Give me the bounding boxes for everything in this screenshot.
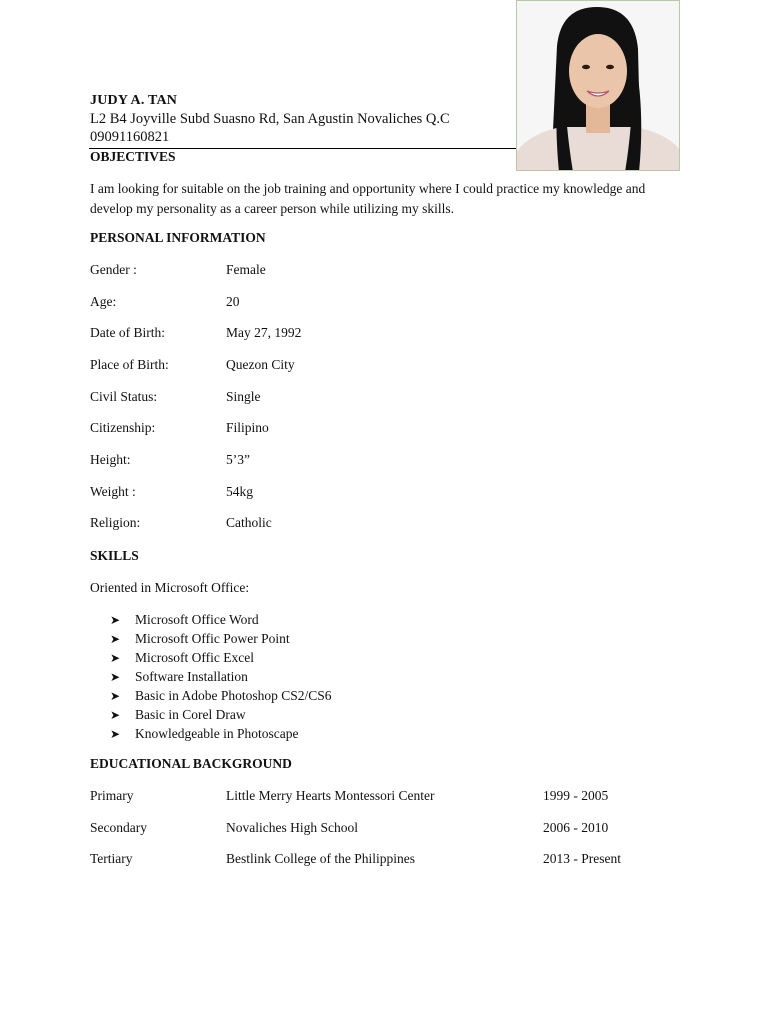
address-line: L2 B4 Joyville Subd Suasno Rd, San Agustin Novaliches Q.C: [90, 111, 450, 127]
height-value: 5’3”: [226, 452, 250, 467]
applicant-name: JUDY A. TAN: [90, 93, 178, 108]
skill-item: [110, 667, 332, 686]
civil-status-value: Single: [226, 389, 261, 404]
portrait-illustration: [517, 1, 680, 171]
objectives-text: I am looking for suitable on the job training and opportunity where I could practice my knowledge and develop my personality as a career person while utilizing my skills.: [90, 181, 646, 216]
education-school-secondary: Novaliches High School: [226, 820, 358, 835]
civil-status-label: Civil Status:: [90, 389, 158, 404]
arrowhead-bullet-icon: ➤: [110, 631, 121, 646]
arrowhead-bullet-icon: ➤: [110, 669, 121, 684]
phone-number: 09091160821: [90, 129, 170, 145]
age-value: 20: [226, 294, 240, 309]
skill-label: Basic in Adobe Photoshop CS2/CS6: [135, 687, 332, 703]
education-years-primary: 1999 - 2005: [543, 788, 609, 803]
skill-item: [110, 705, 332, 724]
arrowhead-bullet-icon: ➤: [110, 707, 121, 722]
gender-label: Gender :: [90, 262, 137, 277]
birth-place-label: Place of Birth:: [90, 357, 169, 372]
skill-label: Software Installation: [135, 668, 248, 684]
skill-item: [110, 629, 332, 648]
education-level-tertiary: Tertiary: [90, 851, 133, 866]
birth-place-value: Quezon City: [226, 357, 295, 372]
arrowhead-bullet-icon: ➤: [110, 650, 121, 665]
citizenship-label: Citizenship:: [90, 420, 156, 435]
religion-value: Catholic: [226, 515, 272, 530]
portrait-photo: [516, 0, 680, 171]
arrowhead-bullet-icon: ➤: [110, 726, 121, 741]
skill-label: Microsoft Offic Power Point: [135, 630, 290, 646]
birth-date-value: May 27, 1992: [226, 325, 302, 340]
height-label: Height:: [90, 452, 131, 467]
skill-item: [110, 610, 332, 629]
personal-info-heading: PERSONAL INFORMATION: [90, 230, 266, 245]
skills-list: [110, 610, 332, 743]
skill-label: Microsoft Office Word: [135, 611, 259, 627]
objectives-heading: OBJECTIVES: [90, 149, 176, 164]
education-years-tertiary: 2013 - Present: [543, 851, 621, 866]
gender-value: Female: [226, 262, 266, 277]
education-heading: EDUCATIONAL BACKGROUND: [90, 756, 292, 771]
weight-value: 54kg: [226, 484, 253, 499]
skill-label: Microsoft Offic Excel: [135, 649, 254, 665]
weight-label: Weight :: [90, 484, 136, 499]
skill-label: Knowledgeable in Photoscape: [135, 725, 299, 741]
birth-date-label: Date of Birth:: [90, 325, 165, 340]
skill-item: [110, 686, 332, 705]
arrowhead-bullet-icon: ➤: [110, 688, 121, 703]
arrowhead-bullet-icon: ➤: [110, 612, 121, 627]
education-years-secondary: 2006 - 2010: [543, 820, 609, 835]
education-school-primary: Little Merry Hearts Montessori Center: [226, 788, 435, 803]
religion-label: Religion:: [90, 515, 141, 530]
citizenship-value: Filipino: [226, 420, 269, 435]
skills-heading: SKILLS: [90, 548, 139, 563]
education-level-secondary: Secondary: [90, 820, 147, 835]
education-school-tertiary: Bestlink College of the Philippines: [226, 851, 415, 866]
skills-intro: Oriented in Microsoft Office:: [90, 580, 250, 595]
age-label: Age:: [90, 294, 117, 309]
education-level-primary: Primary: [90, 788, 134, 803]
skill-label: Basic in Corel Draw: [135, 706, 246, 722]
skill-item: [110, 648, 332, 667]
skill-item: [110, 724, 332, 743]
